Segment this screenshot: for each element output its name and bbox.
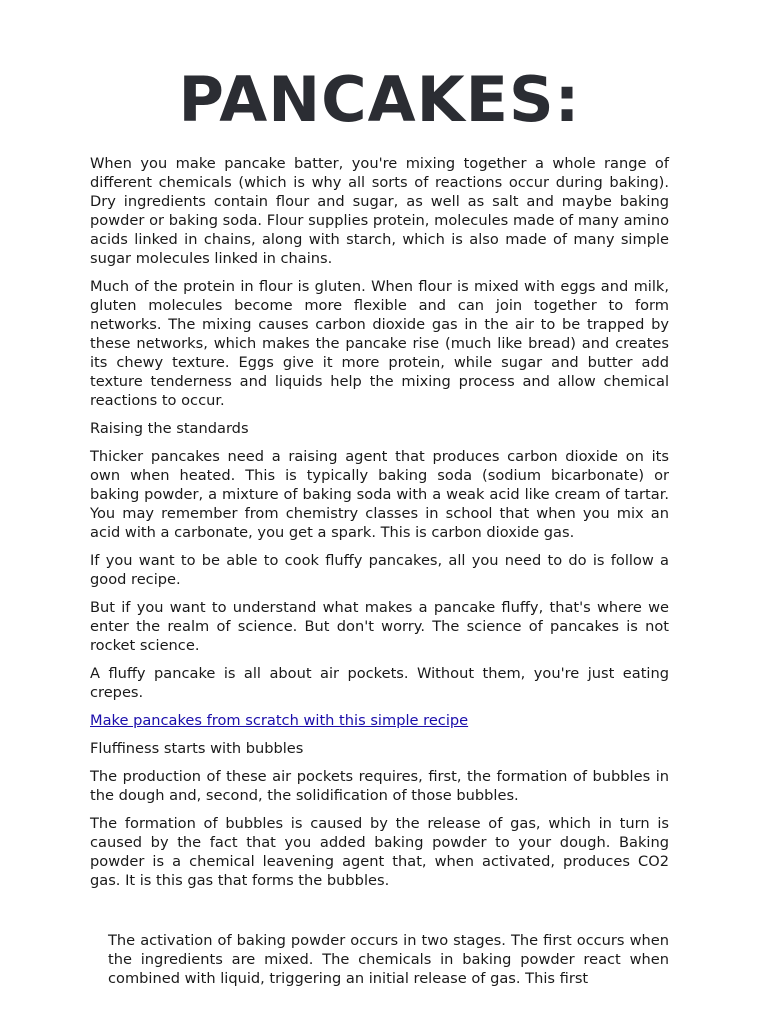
recipe-link[interactable]: Make pancakes from scratch with this simple recipe <box>90 712 469 729</box>
paragraph-batter-chemicals: When you make pancake batter, you're mixing together a whole range of different chemicals (which is why all sorts of reactions occur during baking). Dry ingredients contain flour and sugar, as well as salt and maybe baking powder or baking soda. Flour supplies protein, molecules made of many amino acids linked in chains, along with starch, which is also made of many simple sugar molecules linked in chains. <box>90 155 669 267</box>
page-title: PANCAKES: <box>178 63 581 136</box>
paragraph-science: But if you want to understand what makes a pancake fluffy, that's where we enter the realm of science. But don't worry. The science of pancakes is not rocket science. <box>90 599 669 654</box>
section-heading-bubbles: Fluffiness starts with bubbles <box>90 740 304 757</box>
paragraph-raising-agent: Thicker pancakes need a raising agent that produces carbon dioxide on its own when heated. This is typically baking soda (sodium bicarbonate) or baking powder, a mixture of baking soda with a weak acid like cream of tartar. You may remember from chemistry classes in school that when you mix an acid with a carbonate, you get a spark. This is carbon dioxide gas. <box>90 448 669 541</box>
paragraph-gluten: Much of the protein in flour is gluten. When flour is mixed with eggs and milk, gluten molecules become more flexible and can join together to form networks. The mixing causes carbon dioxide gas in the air to be trapped by these networks, which makes the pancake rise (much like bread) and creates its chewy texture. Eggs give it more protein, while sugar and butter add texture tenderness and liquids help the mixing process and allow chemical reactions to occur. <box>90 278 669 409</box>
section-heading-raising: Raising the standards <box>90 420 249 437</box>
paragraph-bubble-formation: The formation of bubbles is caused by the release of gas, which in turn is caused by the fact that you added baking powder to your dough. Baking powder is a chemical leavening agent that, when activated, produces CO2 gas. It is this gas that forms the bubbles. <box>90 815 669 889</box>
paragraph-air-pocket-production: The production of these air pockets requires, first, the formation of bubbles in the dough and, second, the solidification of those bubbles. <box>90 768 669 804</box>
document-page <box>90 60 669 997</box>
paragraph-baking-powder-activation: The activation of baking powder occurs in two stages. The first occurs when the ingredients are mixed. The chemicals in baking powder react when combined with liquid, triggering an initial release of gas. This first <box>108 932 669 987</box>
recipe-link-paragraph <box>90 711 669 730</box>
paragraph-good-recipe: If you want to be able to cook fluffy pancakes, all you need to do is follow a good recipe. <box>90 552 669 588</box>
paragraph-air-pockets: A fluffy pancake is all about air pockets. Without them, you're just eating crepes. <box>90 665 669 701</box>
